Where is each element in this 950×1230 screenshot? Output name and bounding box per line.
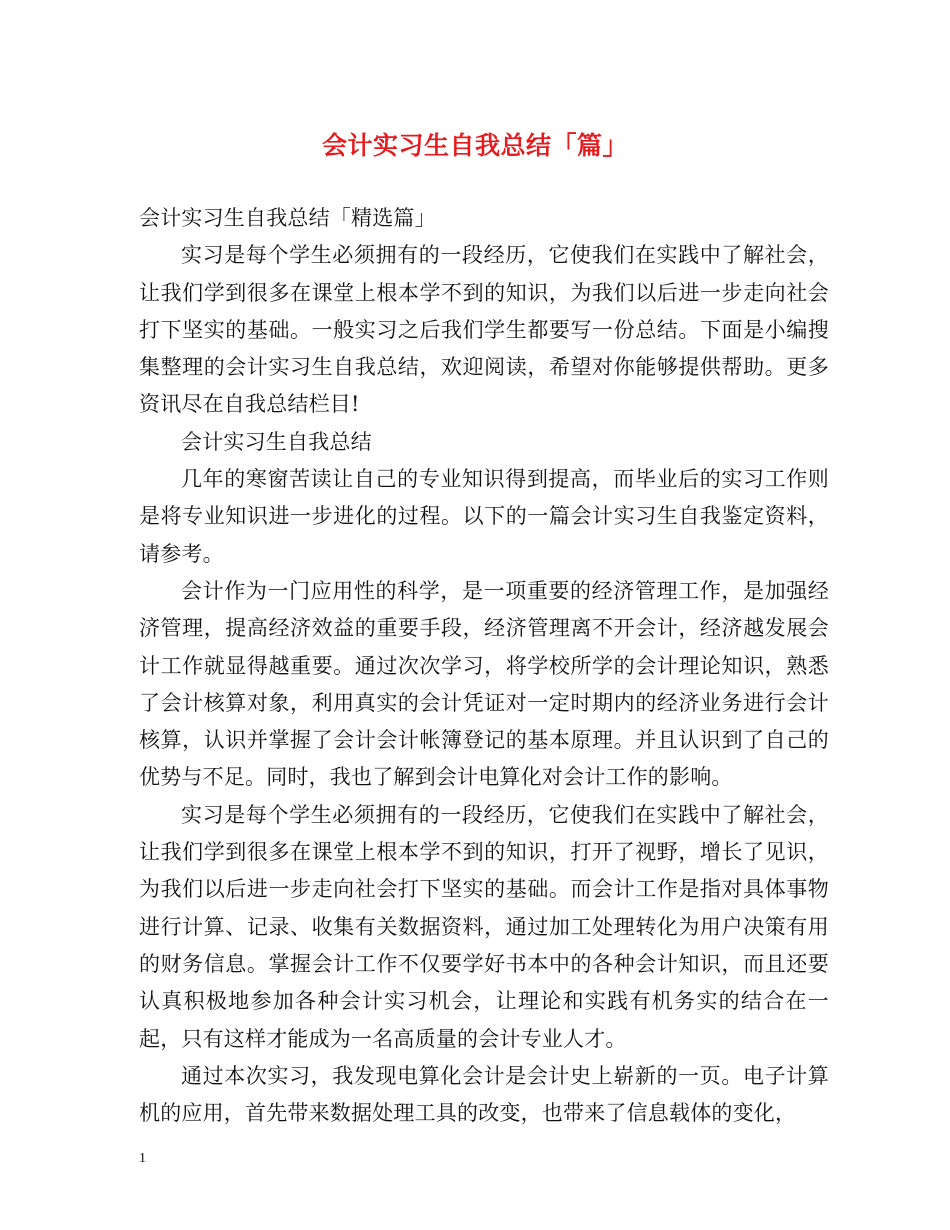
paragraph: 通过本次实习，我发现电算化会计是会计史上崭新的一页。电子计算机的应用，首先带来数据处理工具的改变，也带来了信息载体的变化， xyxy=(139,1063,829,1126)
section-heading: 会计实习生自我总结 xyxy=(181,429,372,454)
page-number: 1 xyxy=(139,1151,146,1166)
paragraph: 几年的寒窗苦读让自己的专业知识得到提高，而毕业后的实习工作则是将专业知识进一步进化的过程。以下的一篇会计实习生自我鉴定资料，请参考。 xyxy=(139,467,829,566)
document-subtitle: 会计实习生自我总结「精选篇」 xyxy=(139,206,436,230)
document-body xyxy=(139,200,829,1132)
document-title: 会计实习生自我总结「篇」 xyxy=(321,131,628,160)
paragraph: 会计作为一门应用性的科学，是一项重要的经济管理工作，是加强经济管理，提高经济效益的重要手段，经济管理离不开会计，经济越发展会计工作就显得越重要。通过次次学习，将学校所学的会计理论知识，熟悉了会计核算对象，利用真实的会计凭证对一定时期内的经济业务进行会计核算，认识并掌握了会计会计帐簿登记的基本原理。并且认识到了自己的优势与不足。同时，我也了解到会计电算化对会计工作的影响。 xyxy=(139,578,829,790)
paragraph: 实习是每个学生必须拥有的一段经历，它使我们在实践中了解社会，让我们学到很多在课堂上根本学不到的知识，为我们以后进一步走向社会打下坚实的基础。一般实习之后我们学生都要写一份总结。下面是小编搜集整理的会计实习生自我总结，欢迎阅读，希望对你能够提供帮助。更多资讯尽在自我总结栏目! xyxy=(139,243,829,417)
paragraph: 实习是每个学生必须拥有的一段经历，它使我们在实践中了解社会，让我们学到很多在课堂上根本学不到的知识，打开了视野，增长了见识，为我们以后进一步走向社会打下坚实的基础。而会计工作是指对具体事物进行计算、记录、收集有关数据资料，通过加工处理转化为用户决策有用的财务信息。掌握会计工作不仅要学好书本中的各种会计知识，而且还要认真积极地参加各种会计实习机会，让理论和实践有机务实的结合在一起，只有这样才能成为一名高质量的会计专业人才。 xyxy=(139,802,829,1051)
